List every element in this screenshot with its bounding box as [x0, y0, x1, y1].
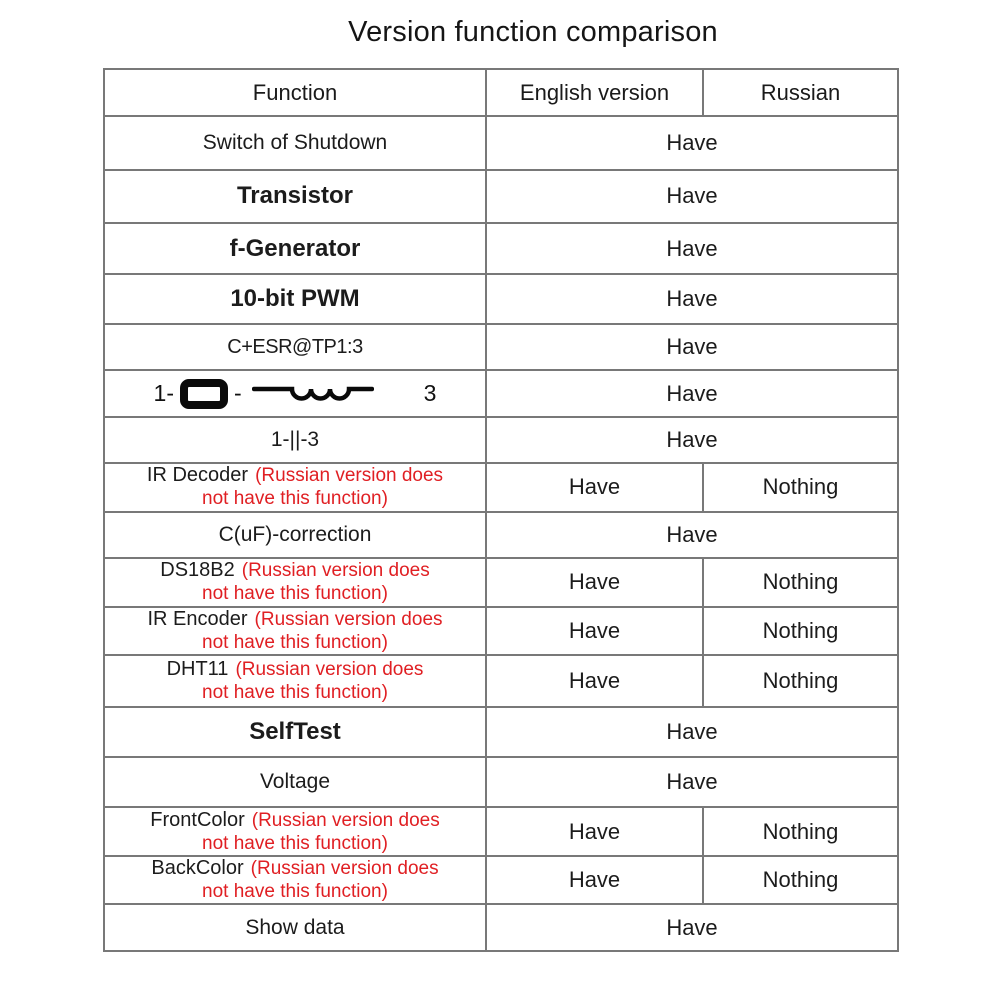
availability-cell-both: [486, 417, 898, 463]
function-cell: [104, 170, 486, 224]
smd-component-icon: [180, 379, 228, 409]
function-cell: [104, 223, 486, 274]
availability-value: Have: [666, 286, 718, 312]
availability-value: Have: [568, 867, 621, 893]
table-row: [104, 463, 898, 511]
function-cell: [104, 558, 486, 606]
availability-value: Nothing: [762, 667, 839, 693]
function-note-line1: (Russian version does: [255, 465, 444, 487]
table-row: [104, 655, 898, 706]
function-name: DS18B2: [160, 559, 235, 582]
table-row: [104, 757, 898, 807]
function-name: FrontColor: [150, 808, 245, 831]
table-header-row: [104, 69, 898, 116]
function-name: Transistor: [236, 182, 354, 210]
availability-cell-russian: [703, 607, 898, 655]
table-row: [104, 607, 898, 655]
function-cell: [104, 707, 486, 757]
function-with-note: [109, 857, 481, 903]
function-name: IR Decoder: [146, 464, 249, 487]
availability-value: Have: [666, 427, 718, 453]
table-row: [104, 223, 898, 274]
availability-value: Have: [666, 129, 718, 155]
table-row: [104, 856, 898, 904]
function-cell: [104, 324, 486, 370]
availability-cell-both: [486, 170, 898, 224]
comparison-table: [103, 68, 899, 952]
function-name: C(uF)-correction: [218, 522, 372, 546]
function-cell: [104, 417, 486, 463]
function-name: C+ESR@TP1:3: [227, 335, 363, 358]
function-cell: [104, 607, 486, 655]
function-note-line2: not have this function): [202, 681, 388, 703]
availability-cell-english: [486, 856, 703, 904]
availability-cell-both: [486, 116, 898, 170]
availability-value: Nothing: [762, 474, 839, 500]
table-row: [104, 417, 898, 463]
function-name: Switch of Shutdown: [202, 130, 388, 154]
availability-cell-russian: [703, 558, 898, 606]
availability-cell-both: [486, 274, 898, 323]
function-note-line1: (Russian version does: [254, 608, 443, 630]
table-row: [104, 558, 898, 606]
availability-cell-english: [486, 463, 703, 511]
function-cell: [104, 807, 486, 855]
function-with-note: [109, 464, 481, 510]
availability-value: Have: [568, 667, 621, 693]
header-russian: Russian: [703, 69, 898, 116]
function-name: 10-bit PWM: [230, 285, 360, 313]
availability-cell-russian: [703, 856, 898, 904]
availability-cell-both: [486, 707, 898, 757]
availability-cell-both: [486, 324, 898, 370]
header-english-version: English version: [486, 69, 703, 116]
symbol-suffix-label: 3: [423, 380, 437, 407]
availability-cell-both: [486, 370, 898, 416]
table-body: [104, 116, 898, 951]
availability-value: Have: [666, 380, 718, 406]
table-row: [104, 324, 898, 370]
function-cell: [104, 757, 486, 807]
function-name: IR Encoder: [147, 607, 248, 630]
availability-cell-russian: [703, 463, 898, 511]
function-cell: [104, 655, 486, 706]
function-note-line2: not have this function): [202, 631, 388, 653]
function-note-line2: not have this function): [202, 832, 388, 854]
availability-cell-english: [486, 607, 703, 655]
inductor-test-symbol: [109, 379, 481, 409]
function-note-line2: not have this function): [202, 583, 388, 605]
table-row: [104, 274, 898, 323]
function-note-line2: not have this function): [202, 488, 388, 510]
availability-value: Have: [666, 769, 718, 795]
availability-cell-russian: [703, 655, 898, 706]
function-with-note: [109, 809, 481, 855]
availability-value: Nothing: [762, 867, 839, 893]
availability-value: Nothing: [762, 818, 839, 844]
header-function: Function: [104, 69, 486, 116]
table-row: [104, 116, 898, 170]
function-with-note: [109, 608, 481, 654]
function-name: 1-||-3: [270, 428, 320, 452]
availability-value: Have: [666, 183, 718, 209]
availability-cell-both: [486, 904, 898, 951]
function-name: SelfTest: [249, 717, 341, 745]
function-with-note: [109, 559, 481, 605]
function-name: Voltage: [259, 770, 331, 794]
function-with-note: [109, 658, 481, 704]
table-row: [104, 904, 898, 951]
availability-value: Have: [568, 617, 621, 643]
function-name: Show data: [245, 915, 345, 939]
function-note-line2: not have this function): [202, 881, 388, 903]
function-cell: [104, 116, 486, 170]
function-cell: [104, 370, 486, 416]
availability-value: Have: [568, 569, 621, 595]
function-cell: [104, 512, 486, 558]
availability-cell-russian: [703, 807, 898, 855]
availability-value: Have: [666, 235, 718, 261]
inductor-coil-icon: [252, 380, 374, 408]
availability-value: Have: [666, 718, 718, 744]
availability-value: Have: [666, 334, 718, 360]
symbol-prefix-label: 1-: [153, 380, 174, 407]
function-name: BackColor: [151, 857, 244, 880]
availability-value: Have: [568, 474, 621, 500]
availability-cell-both: [486, 223, 898, 274]
function-note-line1: (Russian version does: [251, 809, 440, 831]
table-row: [104, 370, 898, 416]
availability-value: Have: [568, 818, 621, 844]
function-note-line1: (Russian version does: [241, 560, 430, 582]
availability-cell-both: [486, 757, 898, 807]
availability-value: Have: [666, 521, 718, 547]
function-name: f-Generator: [229, 234, 361, 262]
availability-value: Nothing: [762, 617, 839, 643]
availability-cell-english: [486, 558, 703, 606]
availability-cell-both: [486, 512, 898, 558]
symbol-dash-label: -: [233, 380, 242, 407]
function-cell: [104, 463, 486, 511]
function-cell: [104, 274, 486, 323]
function-name: DHT11: [166, 657, 229, 680]
function-cell: [104, 904, 486, 951]
table-row: [104, 170, 898, 224]
table-row: [104, 707, 898, 757]
availability-value: Have: [666, 914, 718, 940]
function-cell: [104, 856, 486, 904]
page-title: Version function comparison: [348, 16, 718, 48]
table-row: [104, 807, 898, 855]
availability-cell-english: [486, 655, 703, 706]
availability-cell-english: [486, 807, 703, 855]
function-note-line1: (Russian version does: [235, 658, 424, 680]
function-note-line1: (Russian version does: [250, 858, 439, 880]
availability-value: Nothing: [762, 569, 839, 595]
table-row: [104, 512, 898, 558]
